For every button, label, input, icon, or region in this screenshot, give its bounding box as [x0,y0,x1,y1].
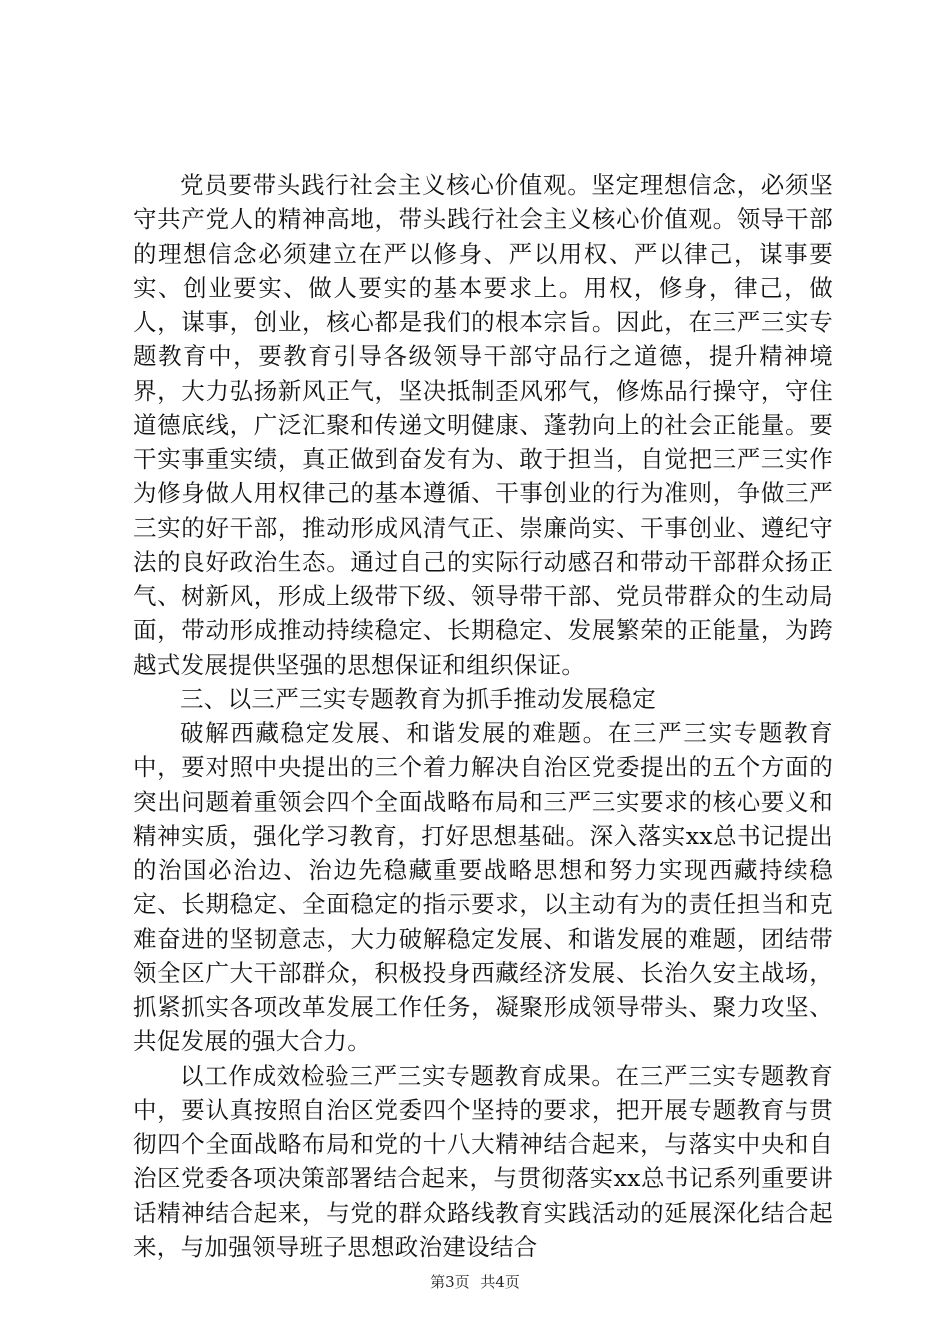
page-number: 第3页 [430,1273,470,1291]
section-heading: 三、以三严三实专题教育为抓手推动发展稳定 [180,684,656,713]
document-body [133,168,833,1264]
page-footer [0,1272,950,1292]
paragraph-work-results: 以工作成效检验三严三实专题教育成果。在三严三实专题教育中，要认真按照自治区党委四个坚持的要求，把开展专题教育与贯彻四个全面战略布局和党的十八大精神结合起来，与落实中央和自治区党委各项决策部署结合起来，与贯彻落实xx总书记系列重要讲话精神结合起来，与党的群众路线教育实践活动的延展深化结合起来，与加强领导班子思想政治建设结合 [133,1061,833,1261]
paragraph-core-values: 党员要带头践行社会主义核心价值观。坚定理想信念，必须坚守共产党人的精神高地，带头践行社会主义核心价值观。领导干部的理想信念必须建立在严以修身、严以用权、严以律己，谋事要实、创业要实、做人要实的基本要求上。用权，修身，律己，做人，谋事，创业，核心都是我们的根本宗旨。因此，在三严三实专题教育中，要教育引导各级领导干部守品行之道德，提升精神境界，大力弘扬新风正气，坚决抵制歪风邪气，修炼品行操守，守住道德底线，广泛汇聚和传递文明健康、蓬勃向上的社会正能量。要干实事重实绩，真正做到奋发有为、敢于担当，自觉把三严三实作为修身做人用权律己的基本遵循、干事创业的行为准则，争做三严三实的好干部，推动形成风清气正、崇廉尚实、干事创业、遵纪守法的良好政治生态。通过自己的实际行动感召和带动干部群众扬正气、树新风，形成上级带下级、领导带干部、党员带群众的生动局面，带动形成推动持续稳定、长期稳定、发展繁荣的正能量，为跨越式发展提供坚强的思想保证和组织保证。 [133,171,833,679]
paragraph-tibet-stability: 破解西藏稳定发展、和谐发展的难题。在三严三实专题教育中，要对照中央提出的三个着力解决自治区党委提出的五个方面的突出问题着重领会四个全面战略布局和三严三实要求的核心要义和精神实质，强化学习教育，打好思想基础。深入落实xx总书记提出的治国必治边、治边先稳藏重要战略思想和努力实现西藏持续稳定、长期稳定、全面稳定的指示要求，以主动有为的责任担当和克难奋进的坚韧意志，大力破解稳定发展、和谐发展的难题，团结带领全区广大干部群众，积极投身西藏经济发展、长治久安主战场，抓紧抓实各项改革发展工作任务，凝聚形成领导带头、聚力攻坚、共促发展的强大合力。 [133,719,833,1056]
page-total: 共4页 [480,1273,520,1291]
